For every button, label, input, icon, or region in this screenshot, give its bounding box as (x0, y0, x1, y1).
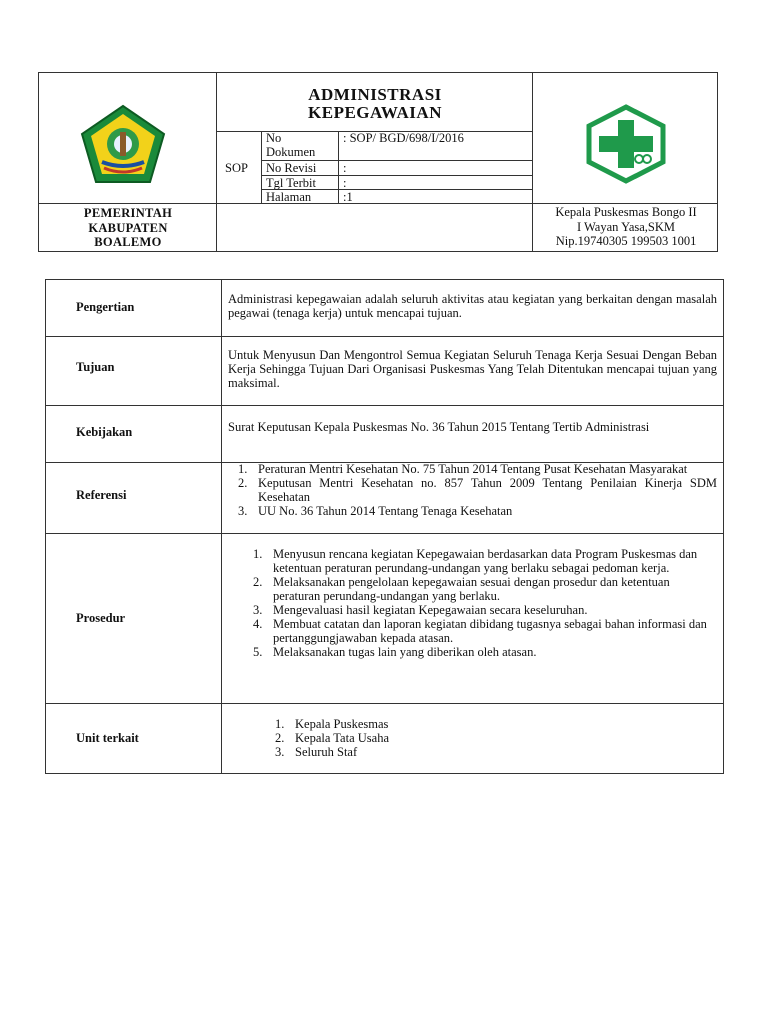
list-item: 1. Kepala Puskesmas (275, 717, 389, 731)
field-value-halaman: :1 (343, 190, 353, 204)
text-pengertian: Administrasi kepegawaian adalah seluruh aktivitas atau kegiatan yang berkaitan dengan masalah pegawai (tenaga kerja) untuk mencapai tujuan. (228, 292, 717, 320)
list-item: 3. Seluruh Staf (275, 745, 358, 759)
list-item: 4. Membuat catatan dan laporan kegiatan dibidang tugasnya sebagai bahan informasi dan pertanggungjawaban kepada atasan. (253, 617, 707, 645)
text-kebijakan: Surat Keputusan Kepala Puskesmas No. 36 Tahun 2015 Tentang Tertib Administrasi (228, 420, 650, 434)
list-item: 3. UU No. 36 Tahun 2014 Tentang Tenaga Kesehatan (238, 504, 513, 518)
label-prosedur: Prosedur (76, 611, 126, 625)
puskesmas-logo (583, 104, 669, 184)
list-item: 2. Keputusan Mentri Kesehatan no. 857 Tahun 2009 Tentang Penilaian Kinerja SDM Kesehatan (238, 476, 717, 504)
list-item: 5. Melaksanakan tugas lain yang diberikan oleh atasan. (253, 645, 537, 659)
organization-name: PEMERINTAH KABUPATEN BOALEMO (83, 206, 173, 249)
sop-label: SOP (225, 161, 248, 175)
list-item: 1. Menyusun rencana kegiatan Kepegawaian berdasarkan data Program Puskesmas dan ketentuan peraturan perundang-undangan yang berlaku sebagai pedoman kerja. (253, 547, 698, 575)
field-label-tgl-terbit: Tgl Terbit (266, 176, 316, 190)
list-item: 2. Kepala Tata Usaha (275, 731, 389, 745)
label-kebijakan: Kebijakan (76, 425, 133, 439)
field-value-no-revisi: : (343, 161, 347, 175)
list-item: 1. Peraturan Mentri Kesehatan No. 75 Tahun 2014 Tentang Pusat Kesehatan Masyarakat (238, 462, 688, 476)
list-referensi (238, 462, 717, 518)
list-unit-terkait (275, 717, 595, 759)
signatory: Kepala Puskesmas Bongo II I Wayan Yasa,SKM Nip.19740305 199503 1001 (555, 205, 697, 248)
kabupaten-boalemo-emblem (80, 104, 166, 184)
label-tujuan: Tujuan (76, 360, 115, 374)
label-referensi: Referensi (76, 488, 127, 502)
label-unit-terkait: Unit terkait (76, 731, 139, 745)
field-value-no-dokumen: : SOP/ BGD/698/I/2016 (343, 131, 464, 145)
text-tujuan: Untuk Menyusun Dan Mengontrol Semua Kegiatan Seluruh Tenaga Kerja Sesuai Dengan Beban Kerja Sehingga Tujuan Dari Organisasi Puskesmas Yang Telah Ditentukan mencapai tujuan yang maksimal. (228, 348, 717, 390)
field-label-no-revisi: No Revisi (266, 161, 317, 175)
label-pengertian: Pengertian (76, 300, 135, 314)
field-value-tgl-terbit: : (343, 176, 347, 190)
list-prosedur (253, 547, 713, 659)
document-title: ADMINISTRASI KEPEGAWAIAN (308, 85, 442, 122)
list-item: 2. Melaksanakan pengelolaan kepegawaian sesuai dengan prosedur dan ketentuan peraturan perundang-undangan yang berlaku. (253, 575, 670, 603)
field-label-halaman: Halaman (266, 190, 312, 204)
list-item: 3. Mengevaluasi hasil kegiatan Kepegawaian secara keseluruhan. (253, 603, 588, 617)
field-label-no-dokumen: No Dokumen (266, 131, 316, 159)
